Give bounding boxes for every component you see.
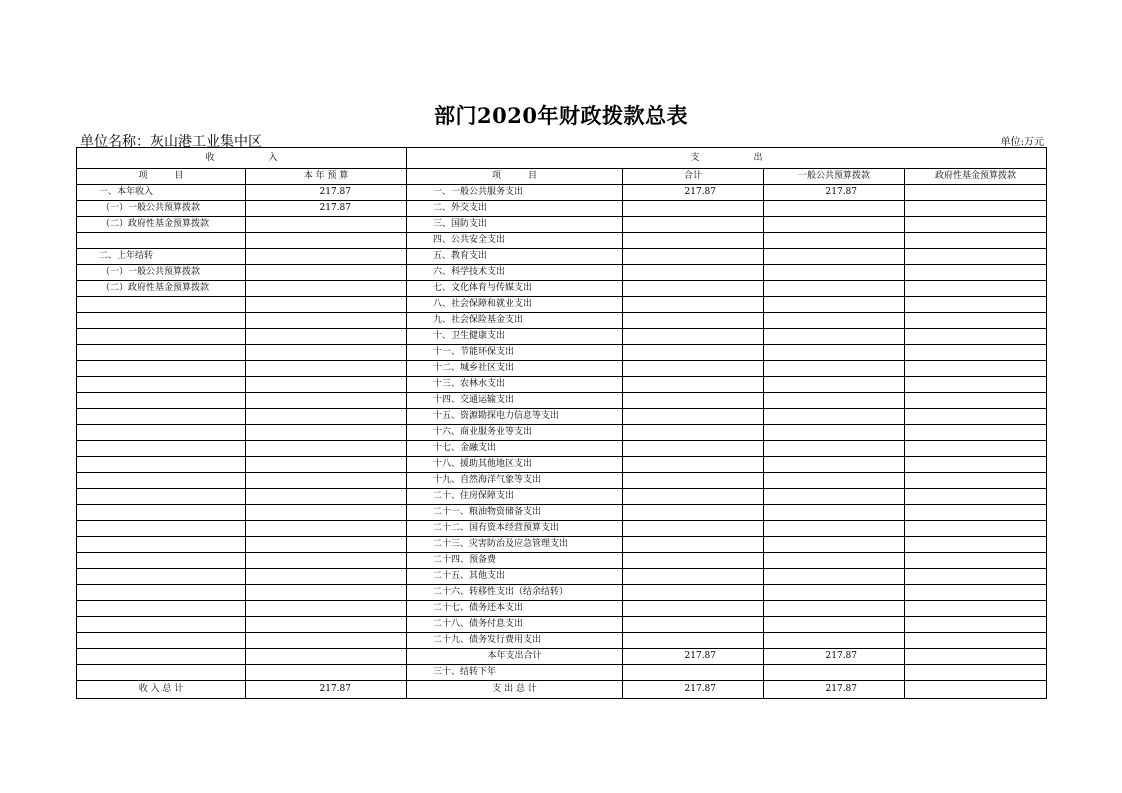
- expense-total-cell: [623, 601, 764, 617]
- expense-fund-cell: [905, 425, 1047, 441]
- expense-item-cell: 三、国防支出: [407, 217, 623, 233]
- expense-item-cell: 一、一般公共服务支出: [407, 185, 623, 201]
- expense-total-cell: [623, 345, 764, 361]
- income-budget-cell: [246, 521, 407, 537]
- expense-total-cell: [623, 553, 764, 569]
- expense-general-cell: [764, 505, 905, 521]
- income-total-label: 收 入 总 计: [77, 681, 246, 699]
- table-row: [77, 441, 1047, 457]
- expense-general-cell: [764, 297, 905, 313]
- income-item-cell: 二、上年结转: [77, 249, 246, 265]
- section-header-row: [77, 148, 1047, 169]
- expense-general-cell: [764, 441, 905, 457]
- table-row: [77, 217, 1047, 233]
- expense-item-cell: 十六、商业服务业等支出: [407, 425, 623, 441]
- expense-general-cell: [764, 553, 905, 569]
- expense-general-cell: [764, 233, 905, 249]
- table-row: [77, 489, 1047, 505]
- table-row: [77, 457, 1047, 473]
- expense-total-cell: [623, 617, 764, 633]
- column-header-row: [77, 169, 1047, 185]
- col-header-general-budget: 一般公共预算拨款: [764, 169, 905, 185]
- income-budget-cell: [246, 601, 407, 617]
- table-row: [77, 313, 1047, 329]
- table-row: [77, 297, 1047, 313]
- income-budget-cell: [246, 505, 407, 521]
- expense-item-cell: 九、社会保险基金支出: [407, 313, 623, 329]
- expense-general-cell: [764, 377, 905, 393]
- currency-unit: 单位:万元: [1000, 137, 1044, 148]
- income-budget-cell: [246, 425, 407, 441]
- expense-item-cell: 二十九、债务发行费用支出: [407, 633, 623, 649]
- income-item-cell: （二）政府性基金预算拨款: [77, 217, 246, 233]
- expense-general-cell: [764, 345, 905, 361]
- expense-fund-cell: [905, 473, 1047, 489]
- expense-item-cell: 二十四、预备费: [407, 553, 623, 569]
- table-row: [77, 201, 1047, 217]
- expense-total-cell: [623, 409, 764, 425]
- expense-item-cell: 三十、结转下年: [407, 665, 623, 681]
- expense-general-cell: [764, 265, 905, 281]
- expense-fund-cell: [905, 505, 1047, 521]
- income-budget-cell: [246, 649, 407, 665]
- expense-total-cell: [623, 633, 764, 649]
- expense-total-cell: 217.87: [623, 649, 764, 665]
- expense-fund-cell: [905, 361, 1047, 377]
- income-budget-cell: [246, 441, 407, 457]
- expense-general-cell: [764, 585, 905, 601]
- table-row: [77, 345, 1047, 361]
- table-row: [77, 553, 1047, 569]
- expense-fund-cell: [905, 345, 1047, 361]
- table-row: [77, 329, 1047, 345]
- col-header-fund-budget: 政府性基金预算拨款: [905, 169, 1047, 185]
- income-budget-cell: [246, 345, 407, 361]
- expense-total-cell: 217.87: [623, 185, 764, 201]
- expense-item-cell: 六、科学技术支出: [407, 265, 623, 281]
- expense-fund-cell: [905, 665, 1047, 681]
- income-item-cell: [77, 569, 246, 585]
- income-budget-cell: [246, 553, 407, 569]
- table-row: [77, 617, 1047, 633]
- income-item-cell: [77, 377, 246, 393]
- expense-item-cell: 八、社会保障和就业支出: [407, 297, 623, 313]
- expense-general-cell: [764, 393, 905, 409]
- income-item-cell: [77, 457, 246, 473]
- income-budget-cell: [246, 617, 407, 633]
- expense-fund-cell: [905, 553, 1047, 569]
- income-budget-cell: 217.87: [246, 201, 407, 217]
- expense-general-total: 217.87: [764, 681, 905, 699]
- expense-general-cell: [764, 425, 905, 441]
- income-item-cell: [77, 425, 246, 441]
- expense-general-cell: [764, 329, 905, 345]
- income-budget-cell: [246, 457, 407, 473]
- expense-total-cell: [623, 329, 764, 345]
- expense-total-cell: [623, 297, 764, 313]
- table-row: [77, 505, 1047, 521]
- income-budget-cell: [246, 489, 407, 505]
- income-budget-cell: [246, 537, 407, 553]
- expense-total-cell: [623, 361, 764, 377]
- income-item-cell: 一、本年收入: [77, 185, 246, 201]
- income-item-cell: [77, 617, 246, 633]
- table-row: [77, 537, 1047, 553]
- expense-item-cell: 五、教育支出: [407, 249, 623, 265]
- income-budget-cell: [246, 473, 407, 489]
- expense-general-cell: [764, 489, 905, 505]
- table-row: [77, 409, 1047, 425]
- expense-item-cell: 二十八、债务付息支出: [407, 617, 623, 633]
- expense-total-label: 支 出 总 计: [407, 681, 623, 699]
- expense-fund-cell: [905, 265, 1047, 281]
- expense-total-cell: [623, 201, 764, 217]
- income-budget-cell: [246, 569, 407, 585]
- expense-item-cell: 二十七、债务还本支出: [407, 601, 623, 617]
- expense-item-cell: 二十二、国有资本经营预算支出: [407, 521, 623, 537]
- income-item-cell: [77, 409, 246, 425]
- income-item-cell: [77, 553, 246, 569]
- table-row: [77, 393, 1047, 409]
- expense-total-cell: [623, 233, 764, 249]
- table-row: [77, 361, 1047, 377]
- table-row: [77, 601, 1047, 617]
- expense-item-cell: 十、卫生健康支出: [407, 329, 623, 345]
- income-item-cell: [77, 393, 246, 409]
- expense-total-cell: [623, 569, 764, 585]
- table-row: [77, 425, 1047, 441]
- expense-fund-cell: [905, 457, 1047, 473]
- expense-general-cell: [764, 601, 905, 617]
- table-row: [77, 473, 1047, 489]
- expense-fund-cell: [905, 313, 1047, 329]
- expense-fund-cell: [905, 185, 1047, 201]
- income-item-cell: [77, 441, 246, 457]
- expense-item-cell: 十二、城乡社区支出: [407, 361, 623, 377]
- table-row: [77, 265, 1047, 281]
- expense-general-cell: 217.87: [764, 185, 905, 201]
- income-budget-cell: [246, 233, 407, 249]
- income-item-cell: [77, 489, 246, 505]
- income-budget-cell: [246, 265, 407, 281]
- expense-fund-cell: [905, 569, 1047, 585]
- income-item-cell: [77, 329, 246, 345]
- income-budget-cell: [246, 665, 407, 681]
- expense-general-cell: [764, 457, 905, 473]
- expense-fund-cell: [905, 233, 1047, 249]
- expense-fund-cell: [905, 601, 1047, 617]
- income-budget-cell: [246, 409, 407, 425]
- income-budget-cell: [246, 297, 407, 313]
- expense-total-cell: [623, 473, 764, 489]
- expense-item-cell: 十九、自然海洋气象等支出: [407, 473, 623, 489]
- expense-fund-cell: [905, 201, 1047, 217]
- income-budget-cell: [246, 377, 407, 393]
- income-budget-cell: [246, 329, 407, 345]
- expense-fund-cell: [905, 489, 1047, 505]
- income-budget-cell: [246, 361, 407, 377]
- expense-fund-cell: [905, 585, 1047, 601]
- income-section-header: 收 入: [77, 148, 407, 169]
- expense-general-cell: [764, 409, 905, 425]
- income-item-cell: [77, 313, 246, 329]
- income-budget-cell: [246, 633, 407, 649]
- expense-item-cell: 十七、金融支出: [407, 441, 623, 457]
- expense-item-cell: 四、公共安全支出: [407, 233, 623, 249]
- table-row: [77, 665, 1047, 681]
- expense-fund-cell: [905, 649, 1047, 665]
- expense-general-cell: [764, 249, 905, 265]
- expense-total-cell: [623, 265, 764, 281]
- income-item-cell: [77, 649, 246, 665]
- expense-general-cell: [764, 633, 905, 649]
- expense-item-cell: 七、文化体育与传媒支出: [407, 281, 623, 297]
- income-budget-cell: 217.87: [246, 185, 407, 201]
- expense-total-cell: [623, 441, 764, 457]
- income-budget-cell: [246, 585, 407, 601]
- table-row: [77, 649, 1047, 665]
- col-header-expense-item: 项 目: [407, 169, 623, 185]
- income-item-cell: [77, 361, 246, 377]
- income-item-cell: （一）一般公共预算拨款: [77, 201, 246, 217]
- expense-fund-cell: [905, 217, 1047, 233]
- expense-total-cell: [623, 393, 764, 409]
- table-row: [77, 185, 1047, 201]
- expense-total-cell: [623, 457, 764, 473]
- income-item-cell: [77, 473, 246, 489]
- expense-general-cell: [764, 361, 905, 377]
- income-budget-cell: [246, 249, 407, 265]
- income-budget-cell: [246, 313, 407, 329]
- expense-item-cell: 二十、住房保障支出: [407, 489, 623, 505]
- expense-general-cell: [764, 569, 905, 585]
- income-item-cell: [77, 585, 246, 601]
- income-item-cell: [77, 665, 246, 681]
- expense-item-cell: 二十六、转移性支出（结余结转）: [407, 585, 623, 601]
- expense-general-cell: 217.87: [764, 649, 905, 665]
- expense-general-cell: [764, 281, 905, 297]
- expense-total-cell: [623, 281, 764, 297]
- expense-item-cell: 二、外交支出: [407, 201, 623, 217]
- expense-fund-cell: [905, 617, 1047, 633]
- expense-item-cell: 本年支出合计: [407, 649, 623, 665]
- expense-total-value: 217.87: [623, 681, 764, 699]
- expense-general-cell: [764, 313, 905, 329]
- expense-item-cell: 二十一、粮油物资储备支出: [407, 505, 623, 521]
- expense-total-cell: [623, 505, 764, 521]
- expense-general-cell: [764, 617, 905, 633]
- expense-total-cell: [623, 377, 764, 393]
- income-item-cell: [77, 505, 246, 521]
- expense-total-cell: [623, 217, 764, 233]
- income-budget-cell: [246, 281, 407, 297]
- expense-general-cell: [764, 473, 905, 489]
- expense-item-cell: 十八、援助其他地区支出: [407, 457, 623, 473]
- budget-table: [76, 147, 1047, 699]
- table-row: [77, 377, 1047, 393]
- expense-total-cell: [623, 585, 764, 601]
- expense-total-cell: [623, 665, 764, 681]
- expense-fund-cell: [905, 377, 1047, 393]
- expense-fund-cell: [905, 297, 1047, 313]
- col-header-total: 合计: [623, 169, 764, 185]
- income-item-cell: （二）政府性基金预算拨款: [77, 281, 246, 297]
- income-item-cell: [77, 537, 246, 553]
- table-row: [77, 585, 1047, 601]
- income-item-cell: （一）一般公共预算拨款: [77, 265, 246, 281]
- expense-fund-cell: [905, 329, 1047, 345]
- expense-section-header: 支 出: [407, 148, 1047, 169]
- table-row: [77, 281, 1047, 297]
- expense-general-cell: [764, 217, 905, 233]
- income-item-cell: [77, 521, 246, 537]
- expense-item-cell: 十五、资源勘探电力信息等支出: [407, 409, 623, 425]
- expense-general-cell: [764, 665, 905, 681]
- expense-item-cell: 二十三、灾害防治及应急管理支出: [407, 537, 623, 553]
- income-item-cell: [77, 601, 246, 617]
- expense-fund-cell: [905, 393, 1047, 409]
- expense-general-cell: [764, 201, 905, 217]
- table-row: [77, 233, 1047, 249]
- expense-total-cell: [623, 489, 764, 505]
- expense-item-cell: 二十五、其他支出: [407, 569, 623, 585]
- expense-fund-cell: [905, 537, 1047, 553]
- expense-total-cell: [623, 425, 764, 441]
- expense-total-cell: [623, 249, 764, 265]
- table-row: [77, 633, 1047, 649]
- expense-general-cell: [764, 521, 905, 537]
- income-budget-cell: [246, 393, 407, 409]
- expense-fund-cell: [905, 281, 1047, 297]
- expense-total-cell: [623, 313, 764, 329]
- col-header-income-item: 项 目: [77, 169, 246, 185]
- expense-item-cell: 十一、节能环保支出: [407, 345, 623, 361]
- report-title: 部门2020年财政拨款总表: [434, 103, 688, 128]
- income-item-cell: [77, 345, 246, 361]
- income-item-cell: [77, 233, 246, 249]
- income-total-value: 217.87: [246, 681, 407, 699]
- income-item-cell: [77, 297, 246, 313]
- expense-total-cell: [623, 537, 764, 553]
- unit-name: 单位名称：灰山港工业集中区: [80, 134, 262, 150]
- col-header-budget: 本 年 预 算: [246, 169, 407, 185]
- totals-row: [77, 681, 1047, 699]
- expense-item-cell: 十三、农林水支出: [407, 377, 623, 393]
- expense-fund-cell: [905, 441, 1047, 457]
- expense-fund-cell: [905, 409, 1047, 425]
- table-row: [77, 521, 1047, 537]
- income-budget-cell: [246, 217, 407, 233]
- expense-general-cell: [764, 537, 905, 553]
- expense-fund-cell: [905, 521, 1047, 537]
- income-item-cell: [77, 633, 246, 649]
- expense-fund-cell: [905, 633, 1047, 649]
- expense-fund-total: [905, 681, 1047, 699]
- table-row: [77, 249, 1047, 265]
- expense-item-cell: 十四、交通运输支出: [407, 393, 623, 409]
- expense-total-cell: [623, 521, 764, 537]
- expense-fund-cell: [905, 249, 1047, 265]
- table-row: [77, 569, 1047, 585]
